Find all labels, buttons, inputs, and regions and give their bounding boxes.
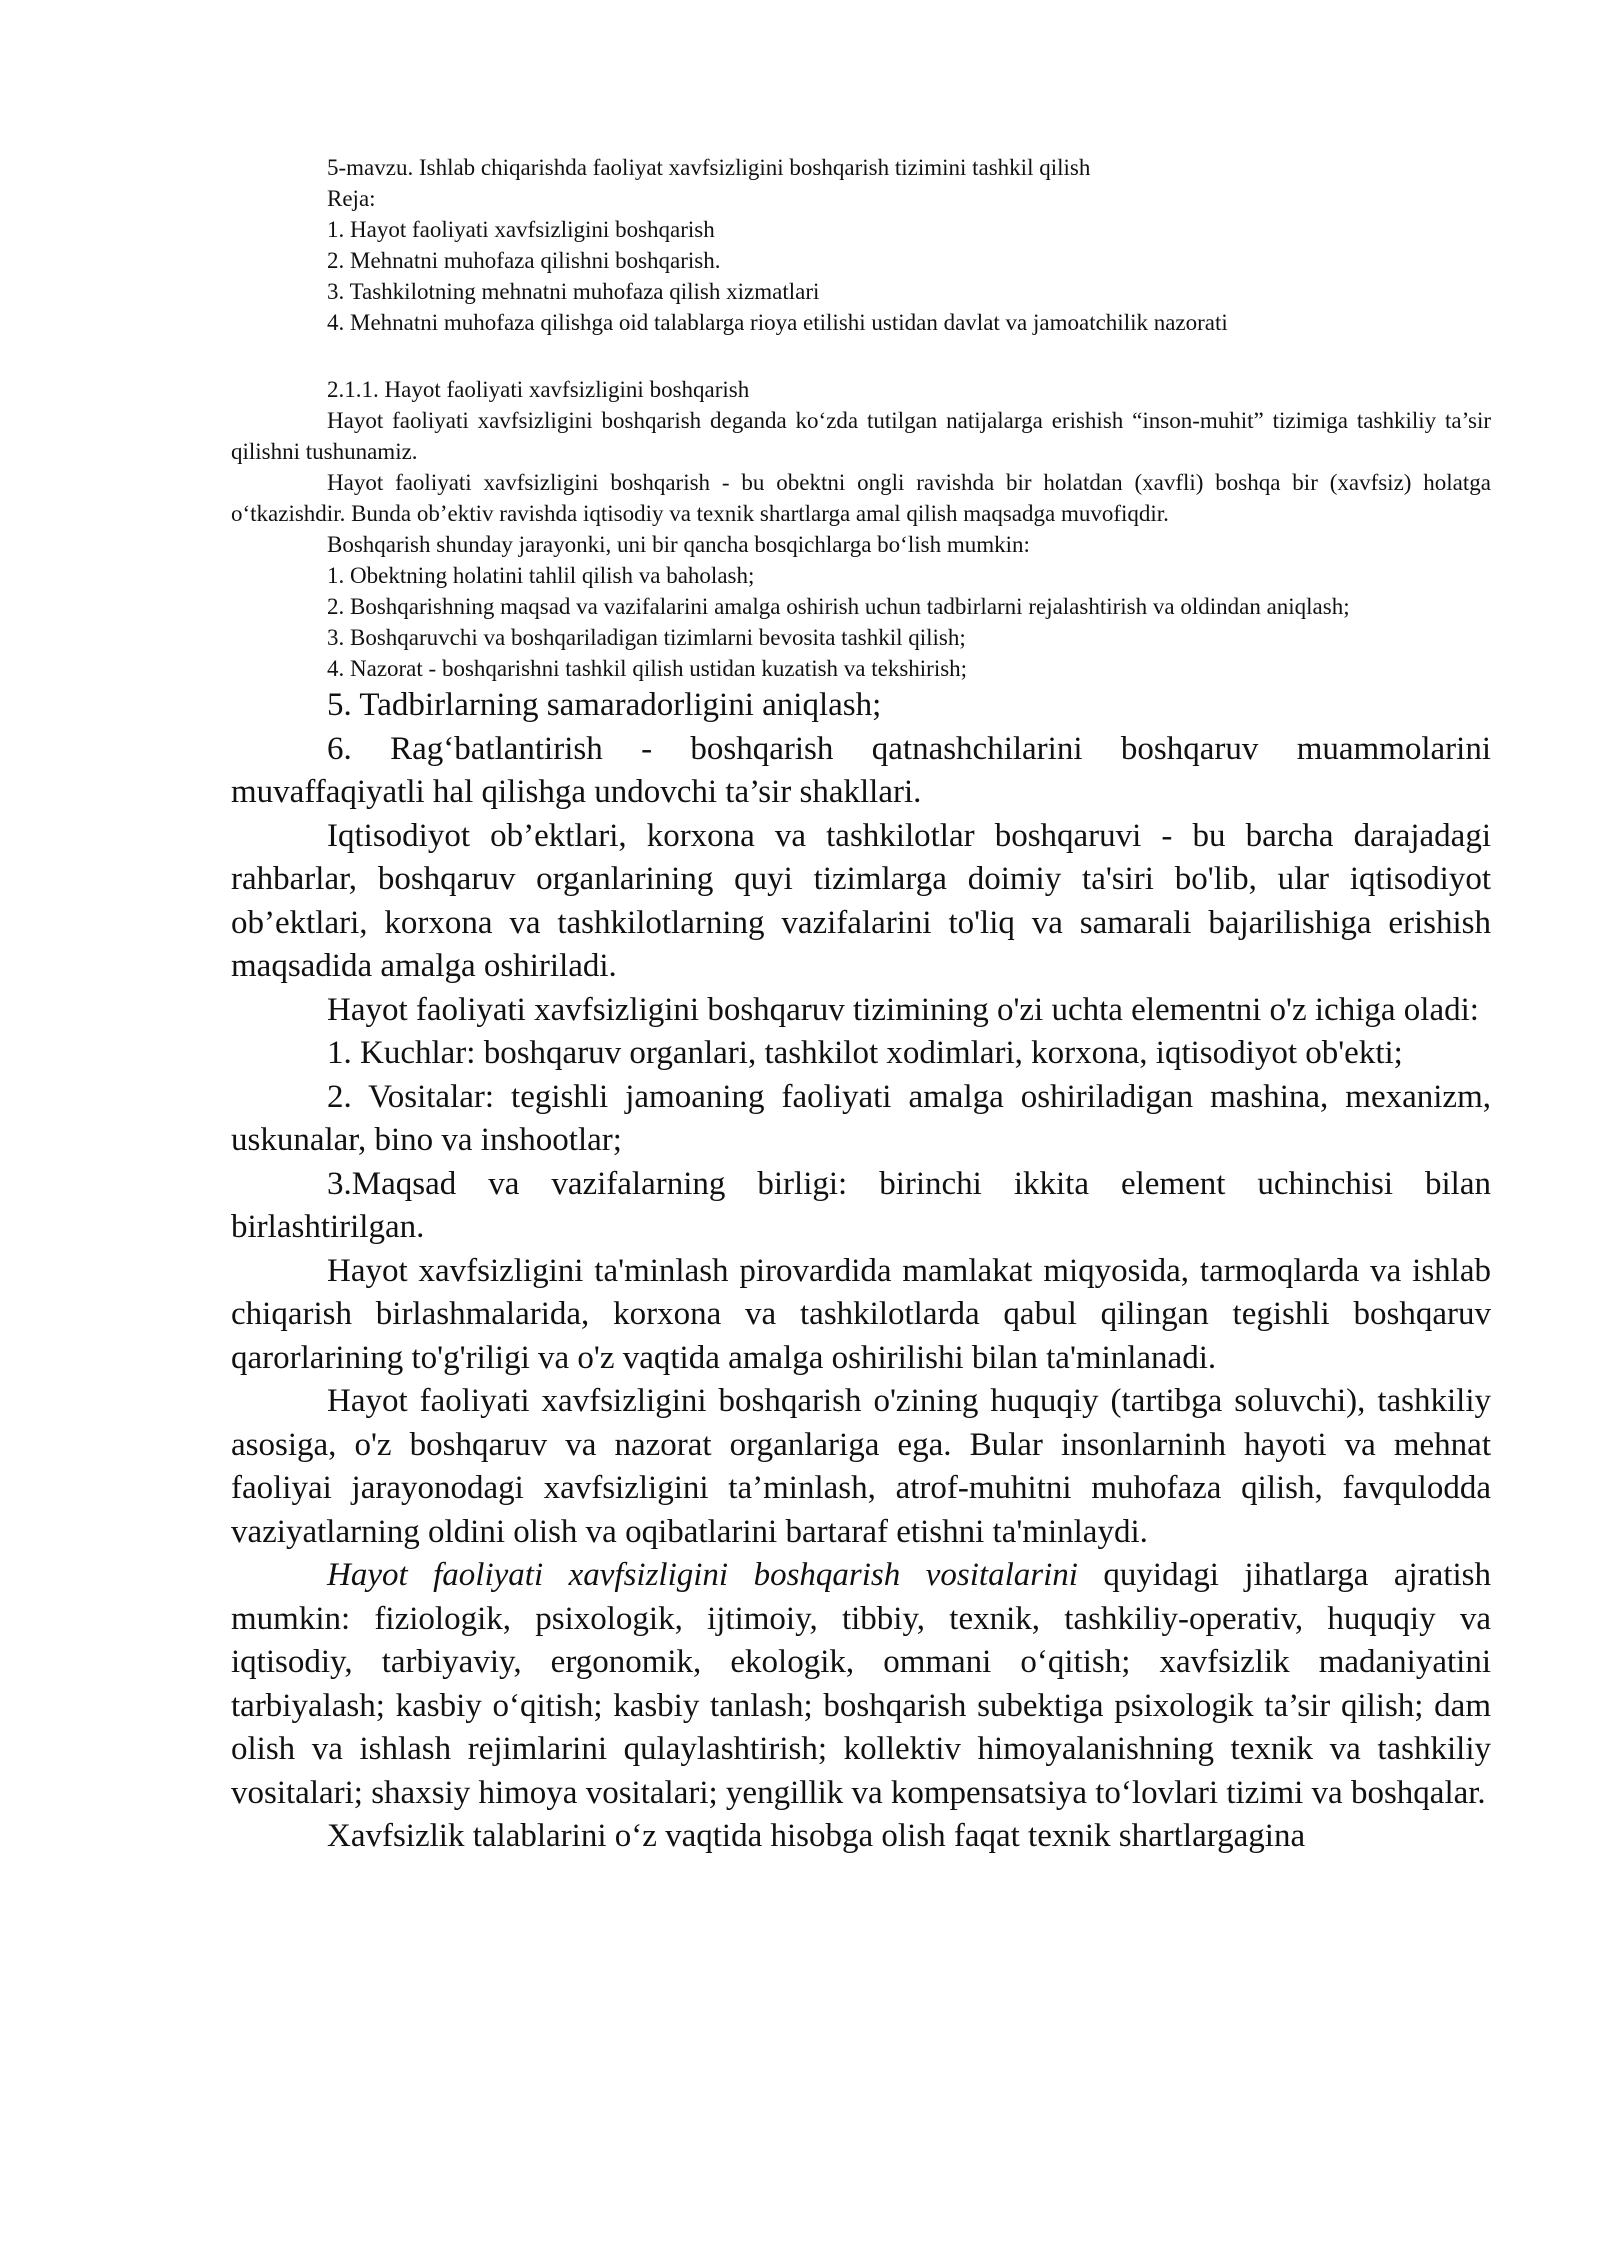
paragraph: Iqtisodiyot ob’ektlari, korxona va tashkilotlar boshqaruvi - bu barcha darajadagi rahbarlar, boshqaruv organlarining quyi tizimlarga doimiy ta'siri bo'lib, ular iqtisodiyot ob’ektlari, korxona va tashkilotlarning vazifalarini to'liq va samarali bajarilishiga erishish maqsadida amalga oshiriladi.: [231, 817, 1491, 984]
stage-item: 6. Rag‘batlantirish - boshqarish qatnashchilarini boshqaruv muammolarini muvaffaqiyatli hal qilishga undovchi ta’sir shakllari.: [231, 730, 1491, 810]
paragraph-continued: Xavfsizlik talablarini o‘z vaqtida hisobga olish faqat texnik shartlargagina: [327, 1818, 1306, 1854]
paragraph: Hayot faoliyati xavfsizligini boshqaruv tizimining o'zi uchta elementni o'z ichiga oladi:: [327, 991, 1479, 1028]
section-small-text: [231, 374, 1491, 684]
stage-item: 4. Nazorat - boshqarishni tashkil qilish ustidan kuzatish va tekshirish;: [327, 656, 968, 681]
italic-lead: Hayot faoliyati xavfsizligini boshqarish vositalarini: [327, 1557, 1078, 1593]
plan-item: 1. Hayot faoliyati xavfsizligini boshqarish: [327, 217, 715, 242]
paragraph: Boshqarish shunday jarayonki, uni bir qancha bosqichlarga bo‘lish mumkin:: [327, 532, 1030, 557]
paragraph: Hayot faoliyati xavfsizligini boshqarish deganda ko‘zda tutilgan natijalarga erishish “inson-muhit” tizimiga tashkiliy ta’sir qilishni tushunamiz.: [231, 408, 1491, 464]
topic-header: [231, 152, 1491, 338]
element-item: 2. Vositalar: tegishli jamoaning faoliyati amalga oshiriladigan mashina, mexanizm, uskunalar, bino va inshootlar;: [231, 1078, 1491, 1158]
stage-item: 2. Boshqarishning maqsad va vazifalarini amalga oshirish uchun tadbirlarni rejalashtirish va oldindan aniqlash;: [327, 594, 1350, 619]
section-large-text: [231, 684, 1491, 1859]
element-item: 3.Maqsad va vazifalarning birligi: birinchi ikkita element uchinchisi bilan birlashtirilgan.: [231, 1165, 1491, 1245]
paragraph: Hayot faoliyati xavfsizligini boshqarish - bu obektni ongli ravishda bir holatdan (xavfli) boshqa bir (xavfsiz) holatga o‘tkazishdir. Bunda ob’ektiv ravishda iqtisodiy va texnik shartlarga amal qilish maqsadga muvofiqdir.: [231, 470, 1491, 526]
stage-item: 5. Tadbirlarning samaradorligini aniqlash;: [327, 687, 882, 723]
means-paragraph: [231, 1554, 1491, 1815]
element-item: 1. Kuchlar: boshqaruv organlari, tashkilot xodimlari, korxona, iqtisodiyot ob'ekti;: [327, 1035, 1403, 1071]
stage-item: 1. Obektning holatini tahlil qilish va baholash;: [327, 563, 755, 588]
plan-item: 3. Tashkilotning mehnatni muhofaza qilish xizmatlari: [327, 279, 820, 304]
plan-label: Reja:: [327, 186, 376, 211]
spacer: [231, 338, 1491, 374]
section-heading: 2.1.1. Hayot faoliyati xavfsizligini boshqarish: [327, 377, 750, 402]
paragraph: Hayot xavfsizligini ta'minlash pirovardida mamlakat miqyosida, tarmoqlarda va ishlab chiqarish birlashmalarida, korxona va tashkilotlarda qabul qilingan tegishli boshqaruv qarorlarining to'g'riligi va o'z vaqtida amalga oshirilishi bilan ta'minlanadi.: [231, 1252, 1491, 1376]
topic-title: 5-mavzu. Ishlab chiqarishda faoliyat xavfsizligini boshqarish tizimini tashkil qilish: [327, 155, 1091, 180]
document-body: [231, 152, 1491, 1859]
means-text: quyidagi jihatlarga ajratish mumkin: fiziologik, psixologik, ijtimoiy, tibbiy, texnik, tashkiliy-operativ, huquqiy va iqtisodiy, tarbiyaviy, ergonomik, ekologik, ommani o‘qitish; xavfsizlik madaniyatini tarbiyalash; kasbiy o‘qitish; kasbiy tanlash; boshqarish subektiga psixologik ta’sir qilish; dam olish va ishlash rejimlarini qulaylashtirish; kollektiv himoyalanishning texnik va tashkiliy vositalari; shaxsiy himoya vositalari; yengillik va kompensatsiya to‘lovlari tizimi va boshqalar.: [231, 1557, 1492, 1811]
stage-item: 3. Boshqaruvchi va boshqariladigan tizimlarni bevosita tashkil qilish;: [327, 625, 966, 650]
paragraph: Hayot faoliyati xavfsizligini boshqarish o'zining huquqiy (tartibga soluvchi), tashkiliy asosiga, o'z boshqaruv va nazorat organlariga ega. Bular insonlarninh hayoti va mehnat faoliyai jarayonodagi xavfsizligini ta’minlash, atrof-muhitni muhofaza qilish, favqulodda vaziyatlarning oldini olish va oqibatlarini bartaraf etishni ta'minlaydi.: [231, 1383, 1491, 1550]
plan-item: 4. Mehnatni muhofaza qilishga oid talablarga rioya etilishi ustidan davlat va jamoatchilik nazorati: [327, 310, 1228, 335]
plan-item: 2. Mehnatni muhofaza qilishni boshqarish.: [327, 248, 721, 273]
